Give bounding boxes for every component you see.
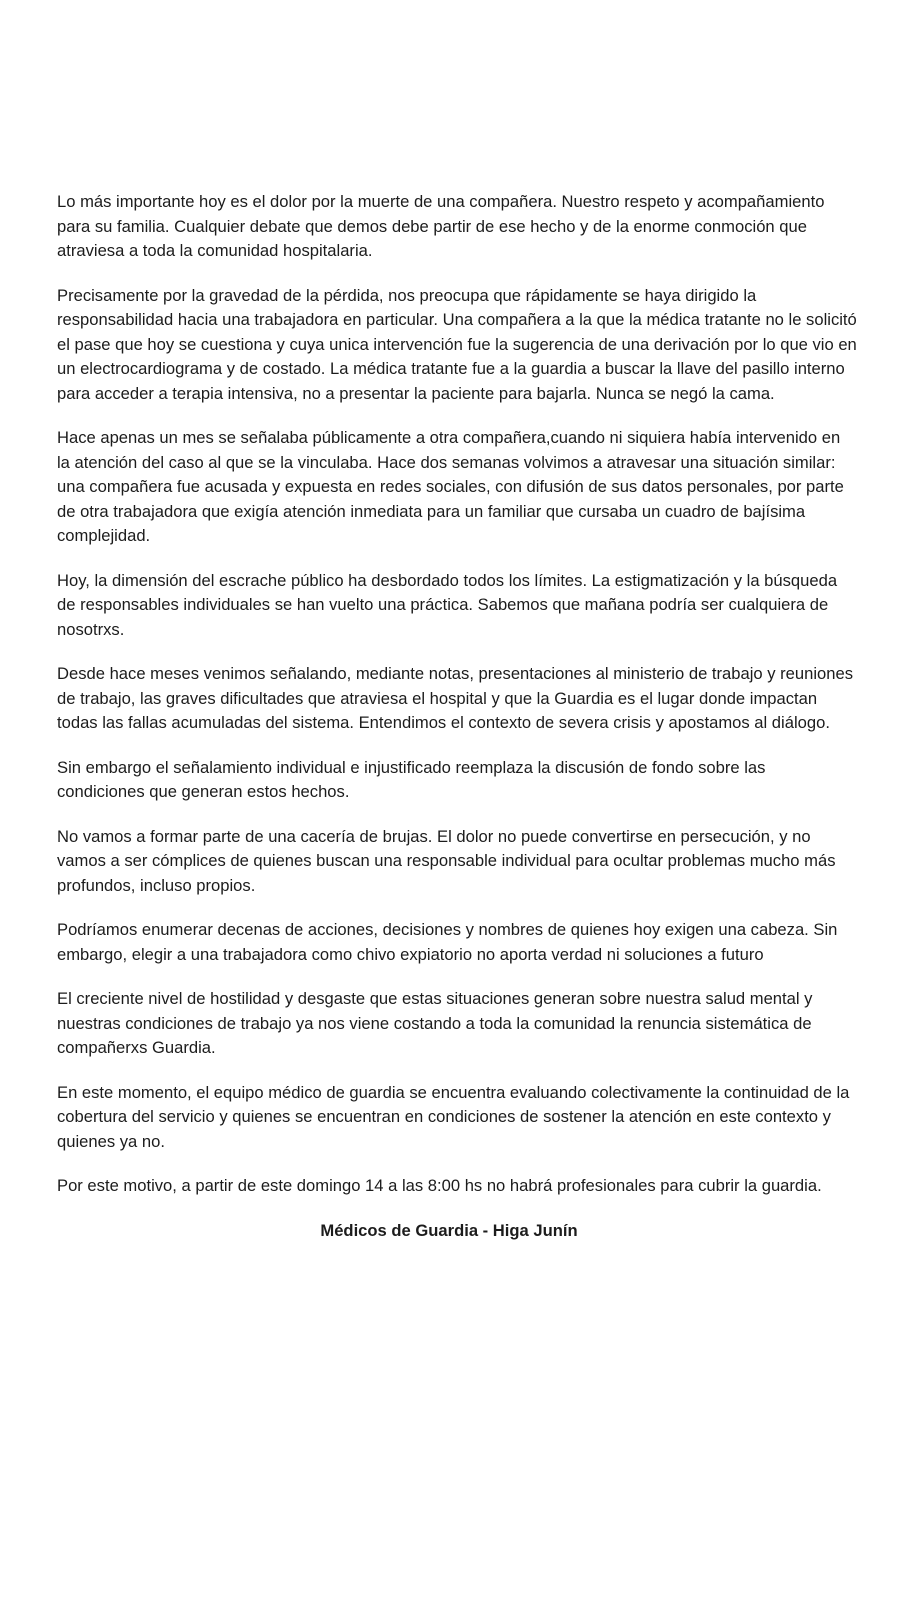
paragraph-4: Hoy, la dimensión del escrache público ha desbordado todos los límites. La estigmatización y la búsqueda de responsables individuales se han vuelto una práctica. Sabemos que mañana podría ser cualquiera de nosotrxs.: [57, 570, 838, 639]
paragraph-5: Desde hace meses venimos señalando, mediante notas, presentaciones al ministerio de trabajo y reuniones de trabajo, las graves dificultades que atraviesa el hospital y que la Guardia es el lugar donde impactan todas las fallas acumuladas del sistema. Entendimos el contexto de severa crisis y apostamos al diálogo.: [57, 664, 854, 732]
signature: Médicos de Guardia - Higa Junín: [320, 1220, 578, 1240]
document-body: [57, 190, 857, 1243]
paragraph-11: Por este motivo, a partir de este domingo 14 a las 8:00 hs no habrá profesionales para cubrir la guardia.: [57, 1176, 822, 1195]
paragraph-9: El creciente nivel de hostilidad y desgaste que estas situaciones generan sobre nuestra salud mental y nuestras condiciones de trabajo ya nos viene costando a toda la comunidad la renuncia sistemática de compañerxs Guardia.: [57, 989, 813, 1057]
paragraph-6: Sin embargo el señalamiento individual e injustificado reemplaza la discusión de fondo sobre las condiciones que generan estos hechos.: [57, 757, 766, 801]
paragraph-10: En este momento, el equipo médico de guardia se encuentra evaluando colectivamente la continuidad de la cobertura del servicio y quienes se encuentran en condiciones de sostener la atención en este contexto y quienes ya no.: [57, 1082, 850, 1151]
paragraph-8: Podríamos enumerar decenas de acciones, decisiones y nombres de quienes hoy exigen una cabeza. Sin embargo, elegir a una trabajadora como chivo expiatorio no aporta verdad ni soluciones a futuro: [57, 920, 838, 964]
paragraph-2: Precisamente por la gravedad de la pérdida, nos preocupa que rápidamente se haya dirigido la responsabilidad hacia una trabajadora en particular. Una compañera a la que la médica tratante no le solicitó el pase que hoy se cuestiona y cuya unica intervención fue la sugerencia de una derivación por lo que vio en un electrocardiograma y de costado. La médica tratante fue a la guardia a buscar la llave del pasillo interno para acceder a terapia intensiva, no a presentar la paciente para bajarla. Nunca se negó la cama.: [57, 285, 857, 403]
paragraph-7: No vamos a formar parte de una cacería de brujas. El dolor no puede convertirse en persecución, y no vamos a ser cómplices de quienes buscan una responsable individual para ocultar problemas mucho más profundos, incluso propios.: [57, 826, 836, 895]
paragraph-3: Hace apenas un mes se señalaba públicamente a otra compañera,cuando ni siquiera había intervenido en la atención del caso al que se la vinculaba. Hace dos semanas volvimos a atravesar una situación similar: una compañera fue acusada y expuesta en redes sociales, con difusión de sus datos personales, por parte de otra trabajadora que exigía atención inmediata para un familiar que cursaba un cuadro de bajísima complejidad.: [57, 428, 844, 545]
paragraph-1: Lo más importante hoy es el dolor por la muerte de una compañera. Nuestro respeto y acompañamiento para su familia. Cualquier debate que demos debe partir de ese hecho y de la enorme conmoción que atraviesa a toda la comunidad hospitalaria.: [57, 192, 825, 260]
